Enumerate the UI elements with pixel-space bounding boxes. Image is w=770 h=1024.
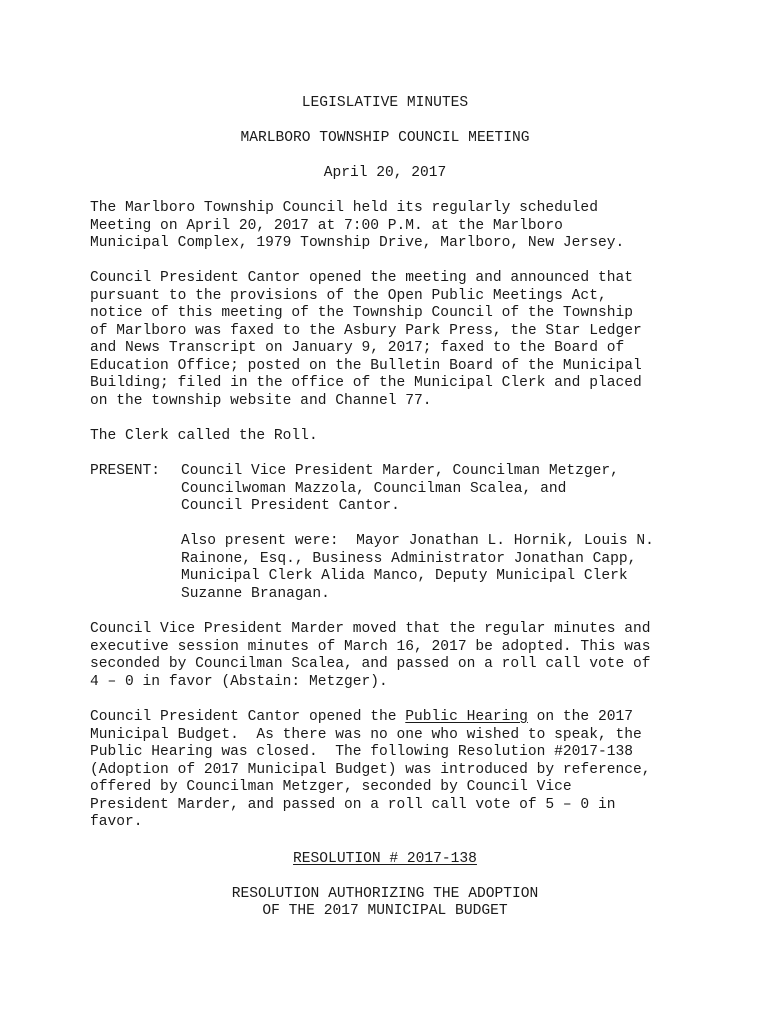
text-segment: on the 2017 [527,709,633,725]
text-line: Council Vice President Marder moved that the regular minutes and [90,621,651,637]
text-line: Municipal Budget. As there was no one who wished to speak, the [90,727,642,743]
text-line: Municipal Complex, 1979 Township Drive, Marlboro, New Jersey. [90,235,625,251]
text-line: seconded by Councilman Scalea, and passed on a roll call vote of [90,656,651,672]
present-line: Council President Cantor. [181,498,400,514]
also-present-line: Suzanne Branagan. [181,586,330,602]
present-line: Councilwoman Mazzola, Councilman Scalea, and [181,481,567,497]
present-line: Council Vice President Marder, Councilman Metzger, [181,463,619,479]
text-line: favor. [90,814,143,830]
also-present-line: Rainone, Esq., Business Administrator Jonathan Capp, [181,551,637,567]
text-segment: Council President Cantor opened the [90,709,406,725]
resolution-title-line: OF THE 2017 MUNICIPAL BUDGET [262,903,508,919]
roll-call-line: The Clerk called the Roll. [90,428,318,444]
text-line: and News Transcript on January 9, 2017; faxed to the Board of [90,340,625,356]
text-line: of Marlboro was faxed to the Asbury Park Press, the Star Ledger [90,323,642,339]
text-line: Council President Cantor opened the meeting and announced that [90,270,633,286]
text-line: (Adoption of 2017 Municipal Budget) was introduced by reference, [90,762,651,778]
also-present-line: Also present were: Mayor Jonathan L. Hornik, Louis N. [181,533,654,549]
text-line: on the township website and Channel 77. [90,393,432,409]
text-line: pursuant to the provisions of the Open Public Meetings Act, [90,288,607,304]
text-line: executive session minutes of March 16, 2017 be adopted. This was [90,639,651,655]
public-hearing-underlined: Public Hearing [405,709,528,725]
resolution-number-text: RESOLUTION # 2017-138 [293,851,477,867]
text-line: Public Hearing was closed. The following Resolution #2017-138 [90,744,633,760]
meeting-date: April 20, 2017 [323,165,447,181]
text-line: notice of this meeting of the Township Council of the Township [90,305,633,321]
text-line: President Marder, and passed on a roll call vote of 5 – 0 in [90,797,616,813]
text-line: Meeting on April 20, 2017 at 7:00 P.M. at the Marlboro [90,218,563,234]
also-present-line: Municipal Clerk Alida Manco, Deputy Municipal Clerk [181,568,628,584]
text-line: offered by Councilman Metzger, seconded by Council Vice [90,779,572,795]
text-line [90,708,730,726]
resolution-number [0,850,770,868]
resolution-title-line: RESOLUTION AUTHORIZING THE ADOPTION [231,886,539,902]
text-line: Education Office; posted on the Bulletin Board of the Municipal [90,358,642,374]
document-title: LEGISLATIVE MINUTES [301,95,469,111]
text-line: 4 – 0 in favor (Abstain: Metzger). [90,674,388,690]
present-label: PRESENT: [90,463,161,479]
text-line: The Marlboro Township Council held its regularly scheduled [90,200,598,216]
text-line: Building; filed in the office of the Municipal Clerk and placed [90,375,642,391]
meeting-name: MARLBORO TOWNSHIP COUNCIL MEETING [240,130,530,146]
